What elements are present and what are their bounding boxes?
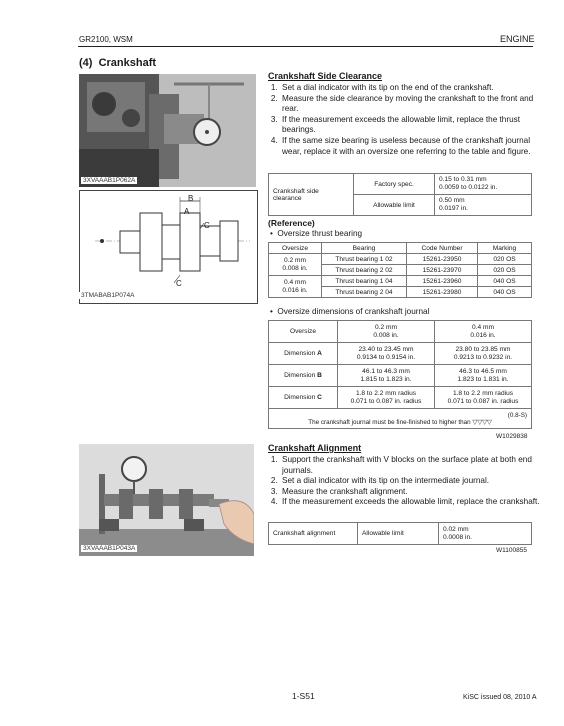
dim-head-label: Oversize	[269, 321, 338, 343]
side-clearance-step: 1. Set a dial indicator with its tip on the end of the crankshaft.	[280, 83, 544, 94]
photo2-code: 3XVAAAB1P043A	[83, 545, 136, 552]
header-model: GR2100, WSM	[79, 35, 133, 44]
bearing-code: 15261-23980	[407, 287, 478, 298]
dim-value: 1.8 to 2.2 mm radius 0.071 to 0.087 in. radius	[435, 387, 532, 409]
dim-letter: A	[317, 350, 322, 357]
alignment-step: 2. Set a dial indicator with its tip on the intermediate journal.	[280, 476, 544, 487]
dim-label-text: Dimension	[284, 372, 316, 379]
factory-spec-value: 0.15 to 0.31 mm 0.0059 to 0.0122 in.	[435, 174, 532, 195]
bearing-code: 15261-23950	[407, 254, 478, 265]
bearing-marking: 040 OS	[478, 287, 532, 298]
bearing-name: Thrust bearing 1 02	[322, 254, 407, 265]
page-number: 1-S51	[292, 691, 315, 701]
section-name: Crankshaft	[98, 57, 157, 69]
dim-note: The crankshaft journal must be fine-finished to higher than ▽▽▽▽	[308, 418, 492, 426]
reference-code: W1029838	[496, 433, 528, 440]
allowable-limit-value: 0.50 mm 0.0197 in.	[435, 195, 532, 216]
photo-alignment-illustration	[79, 444, 254, 556]
photo1-code: 3XVAAAB1P062A	[83, 177, 136, 184]
photo-side-clearance	[79, 74, 256, 187]
bullet-oversize-bearing-text: Oversize thrust bearing	[277, 229, 363, 238]
dim-head-0-2: 0.2 mm 0.008 in.	[338, 321, 435, 343]
side-clearance-spec-table	[268, 173, 532, 216]
photo-alignment	[79, 444, 254, 556]
dim-letter: C	[317, 394, 322, 401]
dim-note-right: (0.8-S)	[507, 411, 527, 419]
header-rule	[78, 46, 533, 47]
dim-value: 1.8 to 2.2 mm radius 0.071 to 0.087 in. radius	[338, 387, 435, 409]
oversize-0-2: 0.2 mm 0.008 in.	[269, 254, 322, 276]
th-bearing: Bearing	[322, 243, 407, 254]
crankshaft-diagram-drawing	[80, 191, 257, 303]
alignment-spec-label: Crankshaft alignment	[269, 523, 358, 545]
bearing-marking: 040 OS	[478, 276, 532, 287]
th-code: Code Number	[407, 243, 478, 254]
bearing-name: Thrust bearing 2 02	[322, 265, 407, 276]
side-clearance-heading: Crankshaft Side Clearance	[268, 71, 383, 81]
allowable-limit-label: Allowable limit	[354, 195, 435, 216]
reference-title: (Reference)	[268, 218, 315, 228]
thrust-bearing-table	[268, 242, 532, 298]
alignment-heading: Crankshaft Alignment	[268, 443, 362, 453]
th-marking: Marking	[478, 243, 532, 254]
dim-row-label	[269, 387, 338, 409]
section-title	[79, 57, 156, 69]
bearing-code: 15261-23960	[407, 276, 478, 287]
diagram-label-b: B	[188, 194, 194, 203]
alignment-spec-table	[268, 522, 532, 545]
alignment-steps	[268, 455, 544, 508]
bearing-code: 15261-23970	[407, 265, 478, 276]
spec-label: Crankshaft side clearance	[269, 174, 354, 216]
dim-row-label	[269, 343, 338, 365]
header-section: ENGINE	[500, 34, 535, 44]
bearing-marking: 020 OS	[478, 265, 532, 276]
bullet-oversize-dimensions: • Oversize dimensions of crankshaft journal	[270, 307, 430, 316]
alignment-step: 1. Support the crankshaft with V blocks on the surface plate at both end journals.	[280, 455, 544, 476]
bearing-marking: 020 OS	[478, 254, 532, 265]
side-clearance-step: 3. If the measurement exceeds the allowable limit, replace the thrust bearings.	[280, 115, 544, 136]
journal-dimension-table	[268, 320, 532, 429]
alignment-step: 4. If the measurement exceeds the allowable limit, replace the crankshaft.	[280, 497, 544, 508]
bullet-oversize-bearing: • Oversize thrust bearing	[270, 229, 363, 238]
section-number: (4)	[79, 57, 93, 69]
dim-row-label	[269, 365, 338, 387]
bearing-name: Thrust bearing 1 04	[322, 276, 407, 287]
crankshaft-diagram	[79, 190, 258, 304]
photo-side-clearance-illustration	[79, 74, 256, 187]
dim-head-0-4: 0.4 mm 0.016 in.	[435, 321, 532, 343]
alignment-allowable-label: Allowable limit	[358, 523, 439, 545]
diagram-label-a: A	[184, 207, 190, 216]
side-clearance-steps	[268, 83, 544, 157]
dim-letter: B	[317, 372, 322, 379]
bearing-name: Thrust bearing 2 04	[322, 287, 407, 298]
bullet-oversize-dimensions-text: Oversize dimensions of crankshaft journal	[277, 307, 430, 316]
diagram-label-c-bottom: C	[176, 279, 182, 288]
issue-note: KiSC issued 08, 2010 A	[463, 694, 537, 701]
th-oversize: Oversize	[269, 243, 322, 254]
alignment-code: W1100855	[496, 547, 527, 554]
dim-value: 46.3 to 46.5 mm 1.823 to 1.831 in.	[435, 365, 532, 387]
factory-spec-label: Factory spec.	[354, 174, 435, 195]
dim-note-cell	[269, 409, 532, 429]
oversize-0-4: 0.4 mm 0.016 in.	[269, 276, 322, 298]
side-clearance-step: 2. Measure the side clearance by moving the crankshaft to the front and rear.	[280, 94, 544, 115]
diagram-label-c-top: C	[204, 221, 210, 230]
dim-value: 23.80 to 23.85 mm 0.9213 to 0.9232 in.	[435, 343, 532, 365]
alignment-allowable-value: 0.02 mm 0.0008 in.	[439, 523, 532, 545]
diagram-code: 3TMABAB1P074A	[81, 292, 135, 299]
side-clearance-step: 4. If the same size bearing is useless because of the crankshaft journal wear, replace it with an oversize one referring to the table and figure.	[280, 136, 544, 157]
dim-label-text: Dimension	[284, 350, 316, 357]
dim-value: 46.1 to 46.3 mm 1.815 to 1.823 in.	[338, 365, 435, 387]
dim-value: 23.40 to 23.45 mm 0.9134 to 0.9154 in.	[338, 343, 435, 365]
alignment-step: 3. Measure the crankshaft alignment.	[280, 487, 544, 498]
dim-label-text: Dimension	[284, 394, 316, 401]
